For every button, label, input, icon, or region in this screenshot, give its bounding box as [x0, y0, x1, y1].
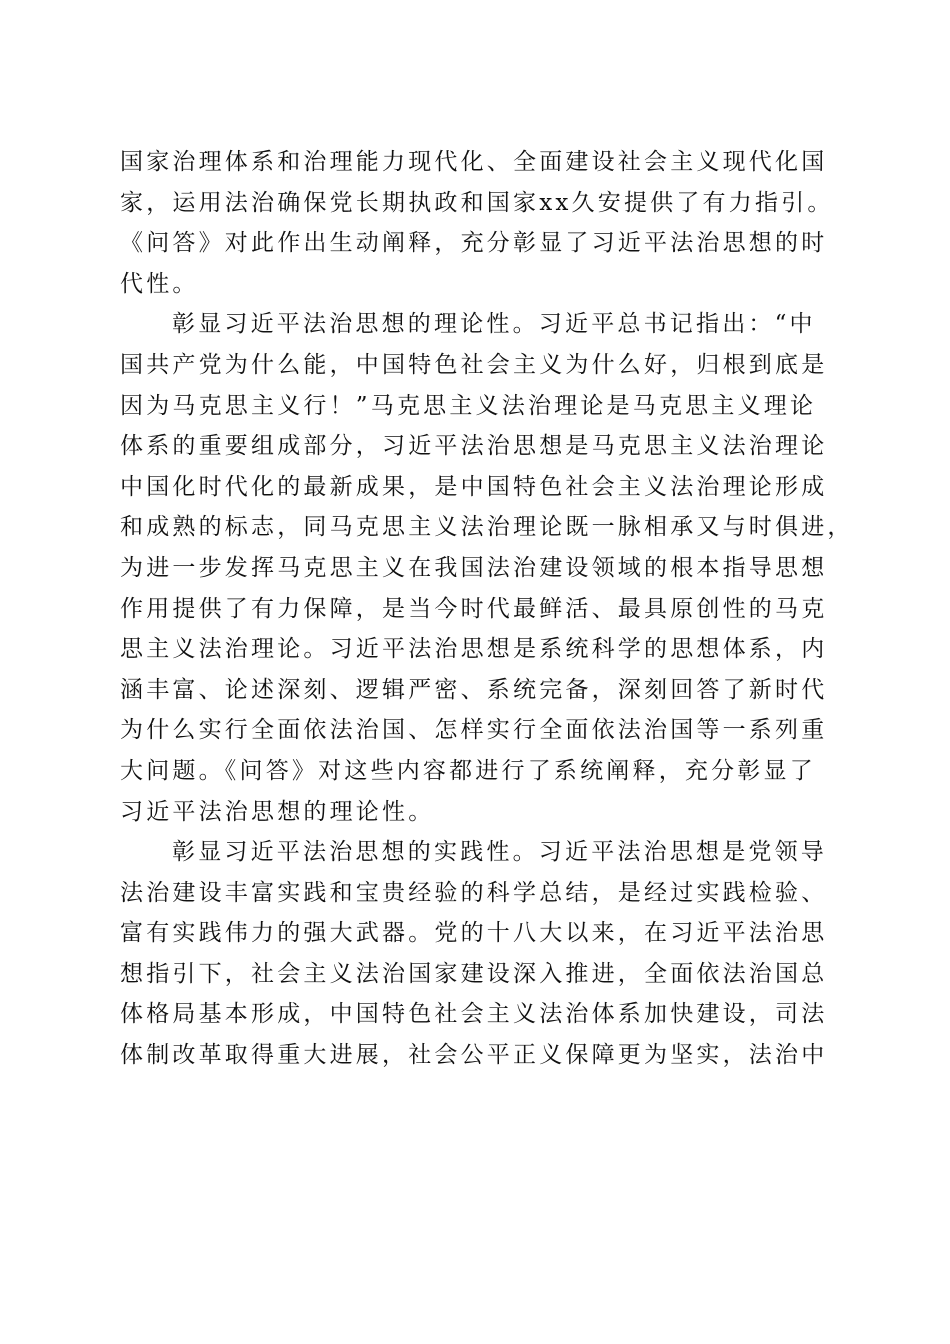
text-line: 涵丰富、论述深刻、逻辑严密、系统完备，深刻回答了新时代	[120, 676, 828, 703]
text-line: 《问答》对此作出生动阐释，充分彰显了习近平法治思想的时	[120, 230, 828, 257]
text-line: 思主义法治理论。习近平法治思想是系统科学的思想体系，内	[120, 636, 828, 663]
text-line: 体制改革取得重大进展，社会公平正义保障更为坚实，法治中	[120, 1042, 828, 1069]
text-line: 因为马克思主义行！”马克思主义法治理论是马克思主义理论	[120, 392, 817, 419]
text-line: 想指引下，社会主义法治国家建设深入推进，全面依法治国总	[120, 960, 828, 987]
text-line: 法治建设丰富实践和宝贵经验的科学总结，是经过实践检验、	[120, 879, 828, 906]
text-line: 作用提供了有力保障，是当今时代最鲜活、最具原创性的马克	[120, 595, 828, 622]
text-line: 富有实践伟力的强大武器。党的十八大以来，在习近平法治思	[120, 920, 828, 947]
paragraph-start-line: 彰显习近平法治思想的理论性。习近平总书记指出：“中	[172, 311, 816, 338]
text-line: 代性。	[120, 270, 199, 297]
document-body	[120, 142, 854, 1076]
text-line: 习近平法治思想的理论性。	[120, 798, 435, 825]
text-line: 体格局基本形成，中国特色社会主义法治体系加快建设，司法	[120, 1001, 828, 1028]
text-line: 为进一步发挥马克思主义在我国法治建设领域的根本指导思想	[120, 554, 828, 581]
text-line: 大问题。《问答》对这些内容都进行了系统阐释，充分彰显了	[120, 757, 816, 784]
text-line: 家，运用法治确保党长期执政和国家xx久安提供了有力指引。	[120, 189, 834, 216]
text-line: 国共产党为什么能，中国特色社会主义为什么好，归根到底是	[120, 351, 828, 378]
text-line: 为什么实行全面依法治国、怎样实行全面依法治国等一系列重	[120, 717, 828, 744]
paragraph-start-line: 彰显习近平法治思想的实践性。习近平法治思想是党领导	[172, 839, 827, 866]
text-line: 国家治理体系和治理能力现代化、全面建设社会主义现代化国	[120, 149, 828, 175]
text-line: 和成熟的标志，同马克思主义法治理论既一脉相承又与时俱进，	[120, 514, 854, 541]
text-line: 中国化时代化的最新成果，是中国特色社会主义法治理论形成	[120, 473, 828, 500]
text-line: 体系的重要组成部分，习近平法治思想是马克思主义法治理论	[120, 433, 828, 460]
